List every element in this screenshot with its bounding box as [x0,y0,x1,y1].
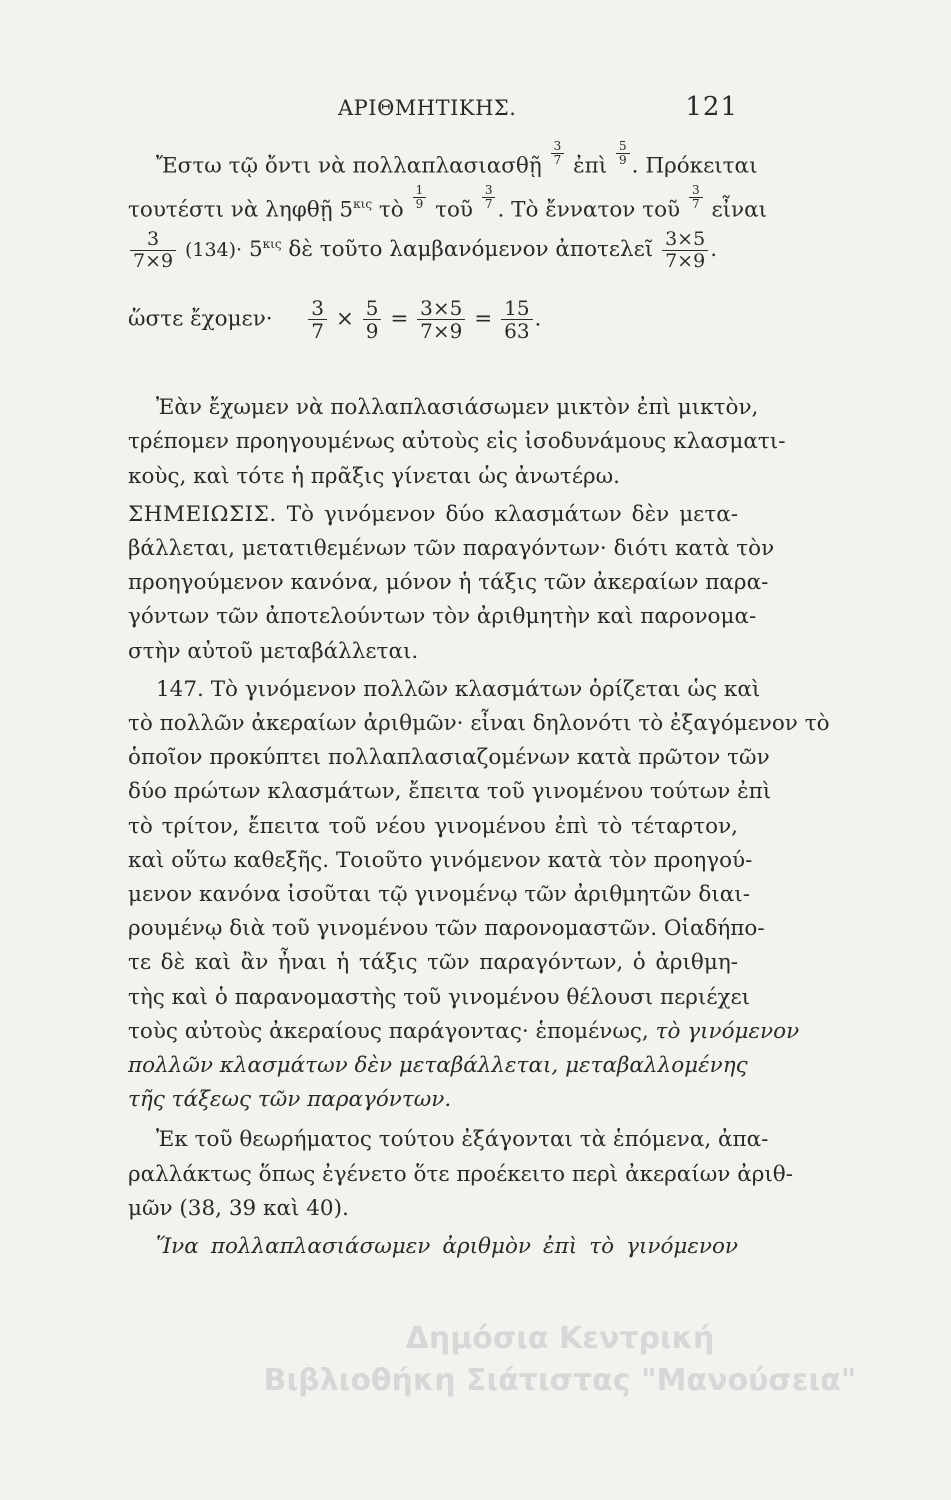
text-run: τοῦ [435,196,473,222]
text-line [128,139,758,184]
text-run: ἐπὶ [573,153,608,179]
text-run: τὸ [378,196,404,222]
text-run: τουτέστι νὰ ληφθῇ 5 [128,196,354,222]
fraction-numerator: 5 [363,297,382,320]
text-line [128,1015,800,1049]
inline-fraction [482,184,496,211]
fraction [363,297,382,342]
text-line: καὶ οὕτω καθεξῆς. Τοιοῦτο γινόμενον κατὰ τὸν προηγού- [128,847,753,873]
fraction-numerator: 3 [482,184,496,198]
fraction-denominator: 7 [484,196,493,211]
equals-sign: = [390,306,409,332]
fraction-numerator: 3×5 [662,229,708,251]
inline-fraction [689,184,703,211]
text-run: 5 [248,237,263,263]
emphasis-line: πολλῶν κλασμάτων δὲν μεταβάλλεται, μεταβαλλομένης [128,1052,748,1078]
text-run: τοὺς αὐτοὺς ἀκεραίους παράγοντας· ἑπομένως, [128,1018,649,1044]
fraction-numerator: 3 [308,297,327,320]
inline-fraction [413,184,427,211]
fraction [662,229,708,272]
fraction-numerator: 3×5 [417,297,465,320]
equation-reference: (134)· [184,239,243,262]
emphasis-line: Ἵνα πολλαπλασιάσωμεν ἀριθμὸν ἐπὶ τὸ γινόμενον [156,1233,738,1259]
superscript: κις [262,237,282,252]
page-number: 121 [685,92,738,122]
text-line [128,182,768,228]
text-line: ραλλάκτως ὅπως ἐγένετο ὅτε προέκειτο περὶ ἀκεραίων ἀριθ- [128,1161,793,1187]
text-line [128,227,738,283]
fraction-denominator: 7 [311,319,325,344]
equation-prefix: ὥστε ἔχομεν· [128,306,273,332]
fraction-numerator: 3 [130,229,176,251]
fraction-numerator: 1 [413,184,427,198]
running-title: ΑΡΙΘΜΗΤΙΚΗΣ. [338,96,517,120]
text-run: . [534,306,542,332]
fraction [130,229,176,272]
text-line: τὴς καὶ ὁ παρανομαστὴς τοῦ γινομένου θέλουσι περιέχει [128,984,751,1010]
fraction-denominator: 63 [504,319,530,344]
text-run: Τὸ γινόμενον πολλῶν κλασμάτων ὁρίζεται ὡς καὶ [210,676,761,702]
emphasis-text: τὸ γινόμενον [655,1018,800,1044]
fraction-numerator: 3 [551,140,565,154]
text-line: προηγούμενον κανόνα, μόνον ἡ τάξις τῶν ἀκεραίων παρα- [128,570,769,596]
superscript: κις [353,196,373,211]
equation-line [128,297,738,369]
text-line: μενον κανόνα ἰσοῦται τῷ γινομένῳ τῶν ἀριθμητῶν διαι- [128,881,750,907]
text-line: τὸ πολλῶν ἀκεραίων ἀριθμῶν· εἶναι δηλονότι τὸ ἐξαγόμενον τὸ [128,710,830,736]
equals-sign: = [474,306,493,332]
fraction-denominator: 7×9 [133,249,174,272]
text-run: . [710,237,718,263]
fraction-denominator: 7×9 [665,249,706,272]
fraction-denominator: 7×9 [420,319,463,344]
text-line: μῶν (38, 39 καὶ 40). [128,1195,349,1221]
text-line: τρέπομεν προηγουμένως αὐτοὺς εἰς ἰσοδυνάμους κλασματι- [128,429,786,455]
fraction-denominator: 9 [619,153,627,168]
watermark-line: Βιβλιοθήκη Σιάτιστας "Μανούσεια" [263,1363,857,1398]
text-line: τὸ τρίτον, ἔπειτα τοῦ νέου γινομένου ἐπὶ τὸ τέταρτον, [128,813,738,839]
text-run: Τὸ γινόμενον δύο κλασμάτων δὲν μετα- [286,501,738,527]
body-text [128,139,830,1264]
text-line: ὁποῖον προκύπτει πολλαπλασιαζομένων κατὰ πρῶτον τῶν [128,745,770,771]
text-line: βάλλεται, μετατιθεμένων τῶν παραγόντων· διότι κατὰ τὸν [128,535,775,561]
times-sign: × [335,306,354,332]
fraction-denominator: 9 [415,196,424,211]
fraction-denominator: 9 [365,319,379,344]
section-number: 147. [156,676,204,702]
text-line: δύο πρώτων κλασμάτων, ἔπειτα τοῦ γινομένου τούτων ἐπὶ [128,779,772,805]
section-147-first-line [128,673,761,707]
text-run: Ἔστω τῷ ὄντι νὰ πολλαπλασιασθῇ [156,153,542,179]
fraction-denominator: 7 [553,153,562,168]
watermark-line: Δημόσια Κεντρική [405,1321,715,1356]
fraction-numerator: 15 [501,297,532,320]
text-run: . Πρόκειται [631,153,758,179]
note-first-line [128,498,738,532]
fraction-numerator: 5 [616,140,630,154]
text-line: τε δὲ καὶ ἂν ἦναι ἡ τάξις τῶν παραγόντων, ὁ ἀριθμη- [128,950,738,976]
note-label: ΣΗΜΕΙΩΣΙΣ. [128,501,277,527]
library-watermark [210,1318,910,1402]
text-line: κοὺς, καὶ τότε ἡ πρᾶξις γίνεται ὡς ἀνωτέρω. [128,463,620,489]
text-line: γόντων τῶν ἀποτελούντων τὸν ἀριθμητὴν καὶ παρονομα- [128,604,757,630]
fraction-denominator: 7 [691,196,700,211]
inline-fraction [616,140,630,167]
text-run: δὲ τοῦτο λαμβανόμενον ἀποτελεῖ [288,237,654,263]
emphasis-line: τῆς τάξεως τῶν παραγόντων. [128,1087,452,1113]
fraction-numerator: 3 [689,184,703,198]
text-line: Ἐὰν ἔχωμεν νὰ πολλαπλασιάσωμεν μικτὸν ἐπὶ μικτὸν, [156,395,759,421]
fraction [417,297,465,342]
fraction [501,297,532,342]
text-line: ρουμένῳ διὰ τοῦ γινομένου τῶν παρονομαστῶν. Οἱαδήπο- [128,916,765,942]
text-run: εἶναι [711,196,768,222]
inline-fraction [551,140,565,167]
fraction [308,297,327,342]
text-line: Ἐκ τοῦ θεωρήματος τούτου ἐξάγονται τὰ ἑπόμενα, ἀπα- [156,1127,769,1153]
text-run: . Τὸ ἔννατον τοῦ [497,196,681,222]
text-line: στὴν αὐτοῦ μεταβάλλεται. [128,638,419,664]
